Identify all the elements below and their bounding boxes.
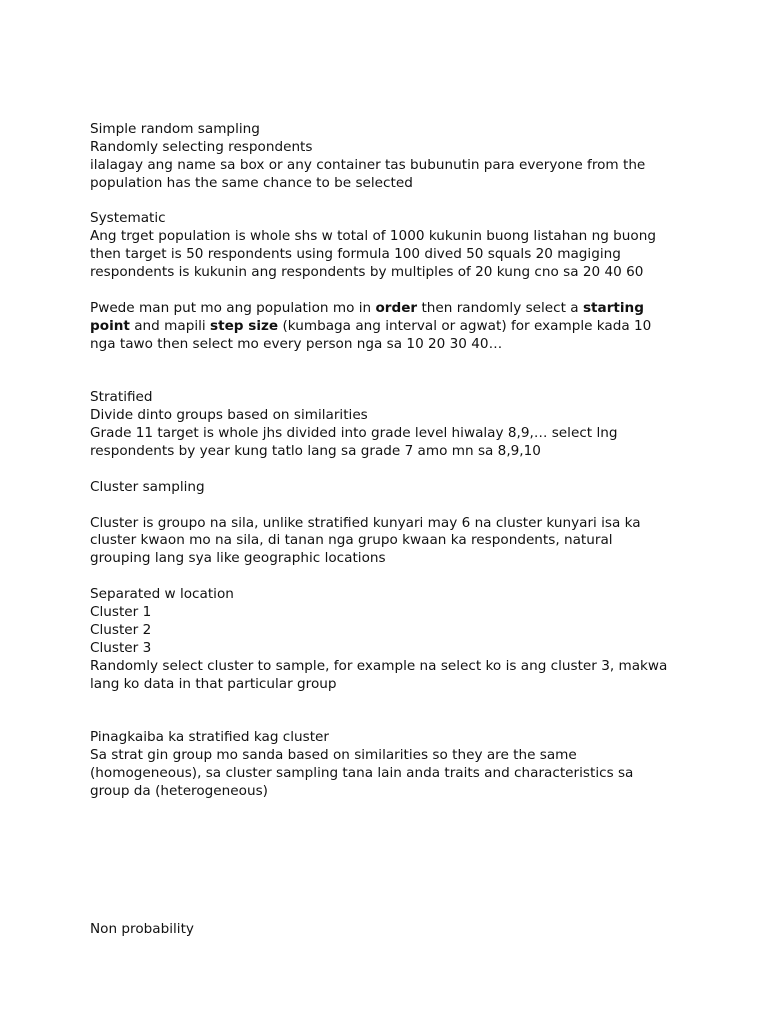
text-line: Randomly selecting respondents: [90, 138, 313, 155]
heading-difference: Pinagkaiba ka stratified kag cluster: [90, 729, 330, 746]
text-run: then randomly select a: [417, 299, 583, 316]
text-line: group da (heterogeneous): [90, 782, 268, 799]
bold-term-starting: starting: [582, 299, 644, 316]
bold-term-order: order: [375, 299, 418, 316]
blank-line: [90, 497, 685, 515]
blank-line: [90, 694, 685, 712]
text-line: Sa strat gin group mo sanda based on similarities so they are the same: [90, 747, 577, 764]
text-line: grouping lang sya like geographic locations: [90, 550, 386, 567]
heading-stratified: Stratified: [90, 389, 153, 406]
text-line: Cluster 1: [90, 604, 152, 621]
text-line: Randomly select cluster to sample, for example na select ko is ang cluster 3, makwa: [90, 657, 668, 674]
heading-non-probability: Non probability: [90, 920, 194, 937]
text-line: cluster kwaon mo na sila, di tanan nga grupo kwaan ka respondents, natural: [90, 532, 613, 549]
blank-line: [90, 461, 685, 479]
blank-line: [90, 193, 685, 211]
text-line: Grade 11 target is whole jhs divided into grade level hiwalay 8,9,… select lng: [90, 425, 618, 442]
text-line: Cluster is groupo na sila, unlike stratified kunyari may 6 na cluster kunyari isa ka: [90, 514, 641, 531]
heading-systematic: Systematic: [90, 210, 166, 227]
text-run: and mapili: [129, 317, 210, 334]
blank-space: [90, 801, 685, 921]
blank-line: [90, 568, 685, 586]
blank-line: [90, 711, 685, 729]
text-line: Ang trget population is whole shs w total of 1000 kukunin buong listahan ng buong: [90, 228, 656, 245]
text-line: Divide dinto groups based on similarities: [90, 407, 368, 424]
heading-cluster-sampling: Cluster sampling: [90, 478, 205, 495]
heading-simple-random-sampling: Simple random sampling: [90, 121, 260, 137]
text-line: Separated w location: [90, 586, 234, 603]
text-line: Cluster 3: [90, 639, 152, 656]
bold-term-step-size: step size: [209, 317, 279, 334]
text-line: respondents is kukunin ang respondents by multiples of 20 kung cno sa 20 40 60: [90, 264, 644, 281]
text-line: Cluster 2: [90, 621, 152, 638]
text-line: (homogeneous), sa cluster sampling tana lain anda traits and characteristics sa: [90, 765, 634, 782]
text-line: respondents by year kung tatlo lang sa grade 7 amo mn sa 8,9,10: [90, 443, 541, 460]
text-line: ilalagay ang name sa box or any container tas bubunutin para everyone from the: [90, 156, 646, 173]
text-line-mixed: [90, 300, 685, 318]
document-body: [90, 121, 685, 939]
text-line: then target is 50 respondents using formula 100 dived 50 squals 20 magiging: [90, 246, 621, 263]
text-line: nga tawo then select mo every person nga sa 10 20 30 40…: [90, 335, 503, 352]
text-run: (kumbaga ang interval or agwat) for example kada 10: [278, 317, 652, 334]
text-run: Pwede man put mo ang population mo in: [90, 299, 376, 316]
blank-line: [90, 282, 685, 300]
text-line-mixed: [90, 318, 685, 336]
text-line: lang ko data in that particular group: [90, 675, 337, 692]
bold-term-point: point: [90, 317, 130, 334]
text-line: population has the same chance to be selected: [90, 174, 413, 191]
blank-line: [90, 354, 685, 372]
blank-line: [90, 371, 685, 389]
